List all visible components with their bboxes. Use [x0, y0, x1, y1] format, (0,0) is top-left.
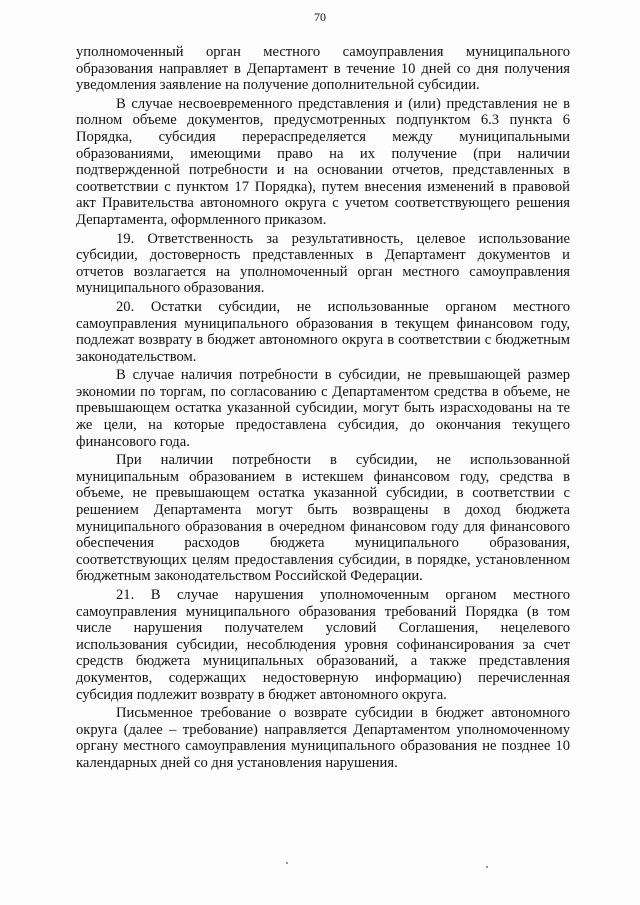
paragraph-20: 20. Остатки субсидии, не использованные органом местного самоуправления муниципального образования в текущем финансовом году, подлежат возврату в бюджет автономного округа в соответствии с бюджетным законодательством.	[76, 298, 570, 365]
paragraph-19: 19. Ответственность за результативность, целевое использование субсидии, достоверность представленных в Департамент документов и отчетов возлагается на уполномоченный орган местного самоуправления муниципального образования.	[76, 230, 570, 297]
scan-speck	[486, 866, 488, 868]
paragraph-20-savings: В случае наличия потребности в субсидии, не превышающей размер экономии по торгам, по согласованию с Департаментом средства в объеме, не превышающем остатка указанной субсидии, могут быть израсходованы на те же цели, на которые предоставлена субсидия, до окончания текущего финансового года.	[76, 367, 570, 450]
page-number: 70	[314, 10, 326, 24]
scan-speck	[286, 862, 288, 864]
paragraph-20-remainder: При наличии потребности в субсидии, не использованной муниципальным образованием в истекшем финансовом году, средства в объеме, не превышающем остатка указанной субсидии, в соответствии с решением Департамента могут быть возвращены в доход бюджета муниципального образования в очередном финансовом году для финансового обеспечения расходов бюджета муниципального образования, соответствующих целям предоставления субсидии, в порядке, установленном бюджетным законодательством Российской Федерации.	[76, 452, 570, 585]
paragraph-21-requirement: Письменное требование о возврате субсидии в бюджет автономного округа (далее – требование) направляется Департаментом уполномоченному органу местного самоуправления муниципального образования не позднее 10 календарных дней со дня установления нарушения.	[76, 705, 570, 771]
document-body	[76, 44, 570, 774]
paragraph-21: 21. В случае нарушения уполномоченным органом местного самоуправления муниципального образования требований Порядка (в том числе нарушения получателем условий Соглашения, нецелевого использования субсидии, несоблюдения уровня софинансирования за счет средств бюджета муниципальных образований, а также представления документов, содержащих недостоверную информацию) перечисленная субсидия подлежит возврату в бюджет автономного округа.	[76, 587, 570, 703]
paragraph-2: В случае несвоевременного представления и (или) представления не в полном объеме документов, предусмотренных подпунктом 6.3 пункта 6 Порядка, субсидия перераспределяется между муниципальными образованиями, имеющими право на их получение (при наличии подтвержденной потребности и на основании отчетов, представленных в соответствии с пунктом 17 Порядка), путем внесения изменений в правовой акт Правительства автономного округа с учетом соответствующего решения Департамента, оформленного приказом.	[76, 95, 570, 228]
paragraph-1: уполномоченный орган местного самоуправления муниципального образования направляет в Департамент в течение 10 дней со дня получения уведомления заявление на получение дополнительной субсидии.	[76, 44, 570, 94]
